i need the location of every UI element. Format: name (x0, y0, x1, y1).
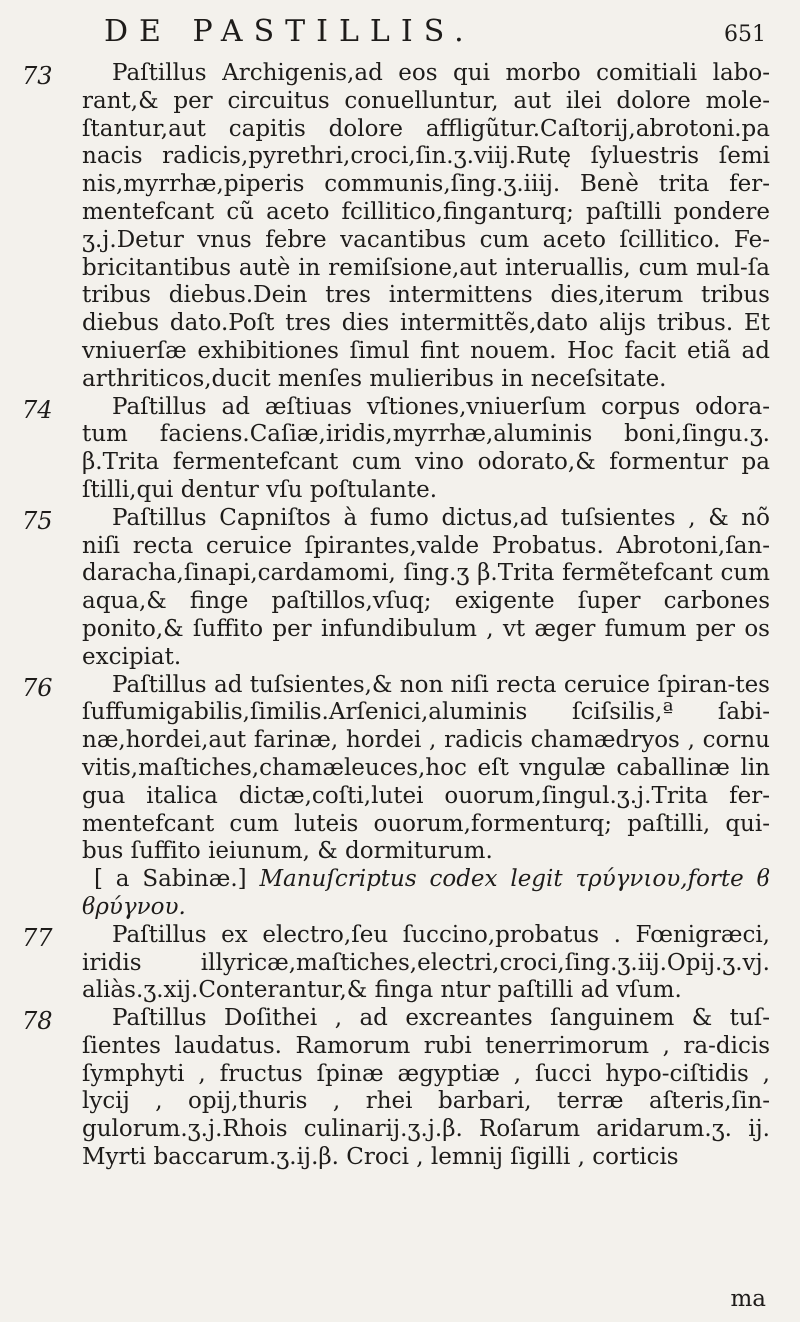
running-head: DE PASTILLIS. (104, 14, 475, 49)
page-header (104, 14, 766, 60)
entry-number: 78 (22, 1007, 53, 1036)
note-body: Manuſcriptus codex legit (259, 866, 563, 893)
entry-text: Paſtillus ad æſtiuas vſtiones,vniuerſum corpus odora-tum faciens.Caſiæ,iridis,myrrhæ,aluminis boni,ſingu.ʒ. β.Trita fermentefcant cum vino odorato,& formentur pa ſtilli,qui dentur vſu poſtulante. (82, 393, 770, 503)
recipe-entry-78 (22, 1005, 770, 1172)
entry-number: 73 (22, 62, 53, 90)
entry-text: Paſtillus Doſithei , ad excreantes ſanguinem & tuſ-ſientes laudatus. Ramorum rubi tenerrimorum , ra-dicis ſymphyti , fructus ſpinæ ægyptiæ , ſucci hypo-ciſtidis , lycij , opij,thuris , rhei barbari, terræ aſteris,ſin-gulorum.ʒ.j.Rhois culinarij.ʒ.j.β. Roſarum aridarum.ʒ. ij. Myrti baccarum.ʒ.ij.β. Croci , lemnij ſigilli , corticis (82, 1005, 770, 1171)
recipe-entry-77 (22, 921, 770, 1005)
editorial-note (82, 866, 770, 922)
catchword: ma (730, 1286, 766, 1312)
recipe-entry-74 (22, 393, 770, 505)
entry-text: Paſtillus ad tuſsientes,& non niſi recta ceruice ſpiran-tes ſuffumigabilis,ſimilis.Arſenici,aluminis ſciſsilis,ª ſabi-næ,hordei,aut farinæ, hordei , radicis chamædryos , cornu vitis,maſtiches,chamæleuces,hoc eſt vngulæ caballinæ lin gua italica dictæ,coſti,lutei ouorum,ſingul.ʒ.j.Trita fer-mentefcant cum luteis ouorum,formenturq; paſtilli, qui-bus ſuffito ieiunum, & dormiturum. (82, 671, 770, 865)
recipe-entry-75 (22, 504, 770, 672)
entry-number: 76 (22, 673, 53, 702)
note-text (82, 866, 770, 922)
entry-number: 74 (22, 395, 53, 424)
recipe-entry-73 (22, 60, 770, 394)
entry-text: Paſtillus Archigenis,ad eos qui morbo comitiali labo-rant,& per circuitus conuelluntur, aut ilei dolore mole-ſtantur,aut capitis dolore affligũtur.Caſtorij,abrotoni.pa nacis radicis,pyrethri,croci,ſin.ʒ.viij.Rutę ſyluestris ſemi nis,myrrhæ,piperis communis,ſing.ʒ.iiij. Benè trita fer-mentefcant cũ aceto fcillitico,finganturq; paſtilli pondere ʒ.j.Detur vnus febre vacantibus cum aceto ſcillitico. Fe-bricitantibus autè in remiſsione,aut interuallis, cum mul-ſa tribus diebus.Dein tres intermittens dies,iterum tribus diebus dato.Poſt tres dies intermittẽs,dato alijs tribus. Et vniuerſæ exhibitiones ſimul fint nouem. Hoc facit etiã ad arthriticos,ducit menſes mulieribus in neceſsitate. (82, 60, 770, 392)
note-greek: τρύγνιου,forte ϐ ϐρύγνου. (82, 866, 770, 920)
note-key: [ a Sabinæ.] (94, 866, 247, 893)
entry-text: Paſtillus Capniſtos à fumo dictus,ad tuſsientes , & nõ niſi recta ceruice ſpirantes,valde Probatus. Abrotoni,ſan-daracha,ſinapi,cardamomi, ſing.ʒ β.Trita fermẽtefcant cum aqua,& finge paſtillos,vſuq; exigente ſuper carbones ponito,& ſuffito per infundibulum , vt æger fumum per os excipiat. (82, 504, 770, 670)
entry-text: Paſtillus ex electro,ſeu ſuccino,probatus . Fœnigræci, iridis illyricæ,maſtiches,electri,croci,ſing.ʒ.iij.Opij.ʒ.vj. aliàs.ʒ.xij.Conterantur,& finga ntur paſtilli ad vſum. (82, 921, 770, 1004)
entry-number: 75 (22, 506, 53, 535)
page-number: 651 (724, 22, 766, 47)
recipe-entry-76 (22, 671, 770, 867)
entry-number: 77 (22, 923, 53, 952)
